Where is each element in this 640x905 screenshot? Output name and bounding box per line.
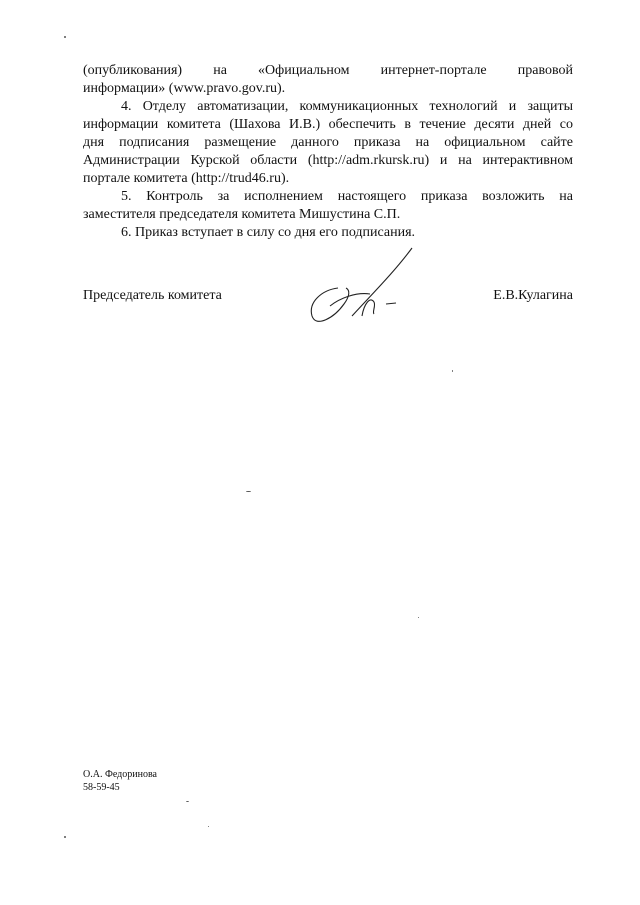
signatory-title: Председатель комитета	[83, 288, 222, 303]
scan-speck	[64, 36, 66, 38]
executor-phone: 58-59-45	[83, 782, 120, 793]
text-line-10: 6. Приказ вступает в силу со дня его подписания.	[121, 225, 416, 240]
scan-speck	[246, 491, 251, 492]
text-line-1: (опубликования) на «Официальном интернет-портале правовой	[83, 63, 573, 78]
text-line-5: дня подписания размещение данного приказа на официальном сайте	[83, 135, 573, 150]
executor-name: О.А. Федоринова	[83, 769, 157, 780]
scan-speck	[64, 836, 66, 838]
scan-speck	[452, 370, 453, 372]
text-line-8: 5. Контроль за исполнением настоящего приказа возложить на	[121, 189, 573, 204]
scan-speck	[208, 826, 209, 827]
scan-speck	[418, 617, 419, 618]
text-line-6: Администрации Курской области (http://adm.rkursk.ru) и на интерактивном	[83, 153, 573, 168]
text-line-4: информации комитета (Шахова И.В.) обеспечить в течение десяти дней со	[83, 117, 573, 132]
text-line-7: портале комитета (http://trud46.ru).	[83, 171, 290, 186]
text-line-9: заместителя председателя комитета Мишустина С.П.	[83, 207, 401, 222]
handwritten-signature	[300, 246, 425, 331]
signatory-name: Е.В.Кулагина	[493, 288, 573, 303]
text-line-3: 4. Отделу автоматизации, коммуникационных технологий и защиты	[121, 99, 573, 114]
scan-speck	[186, 801, 189, 802]
text-line-2: информации» (www.pravo.gov.ru).	[83, 81, 286, 96]
